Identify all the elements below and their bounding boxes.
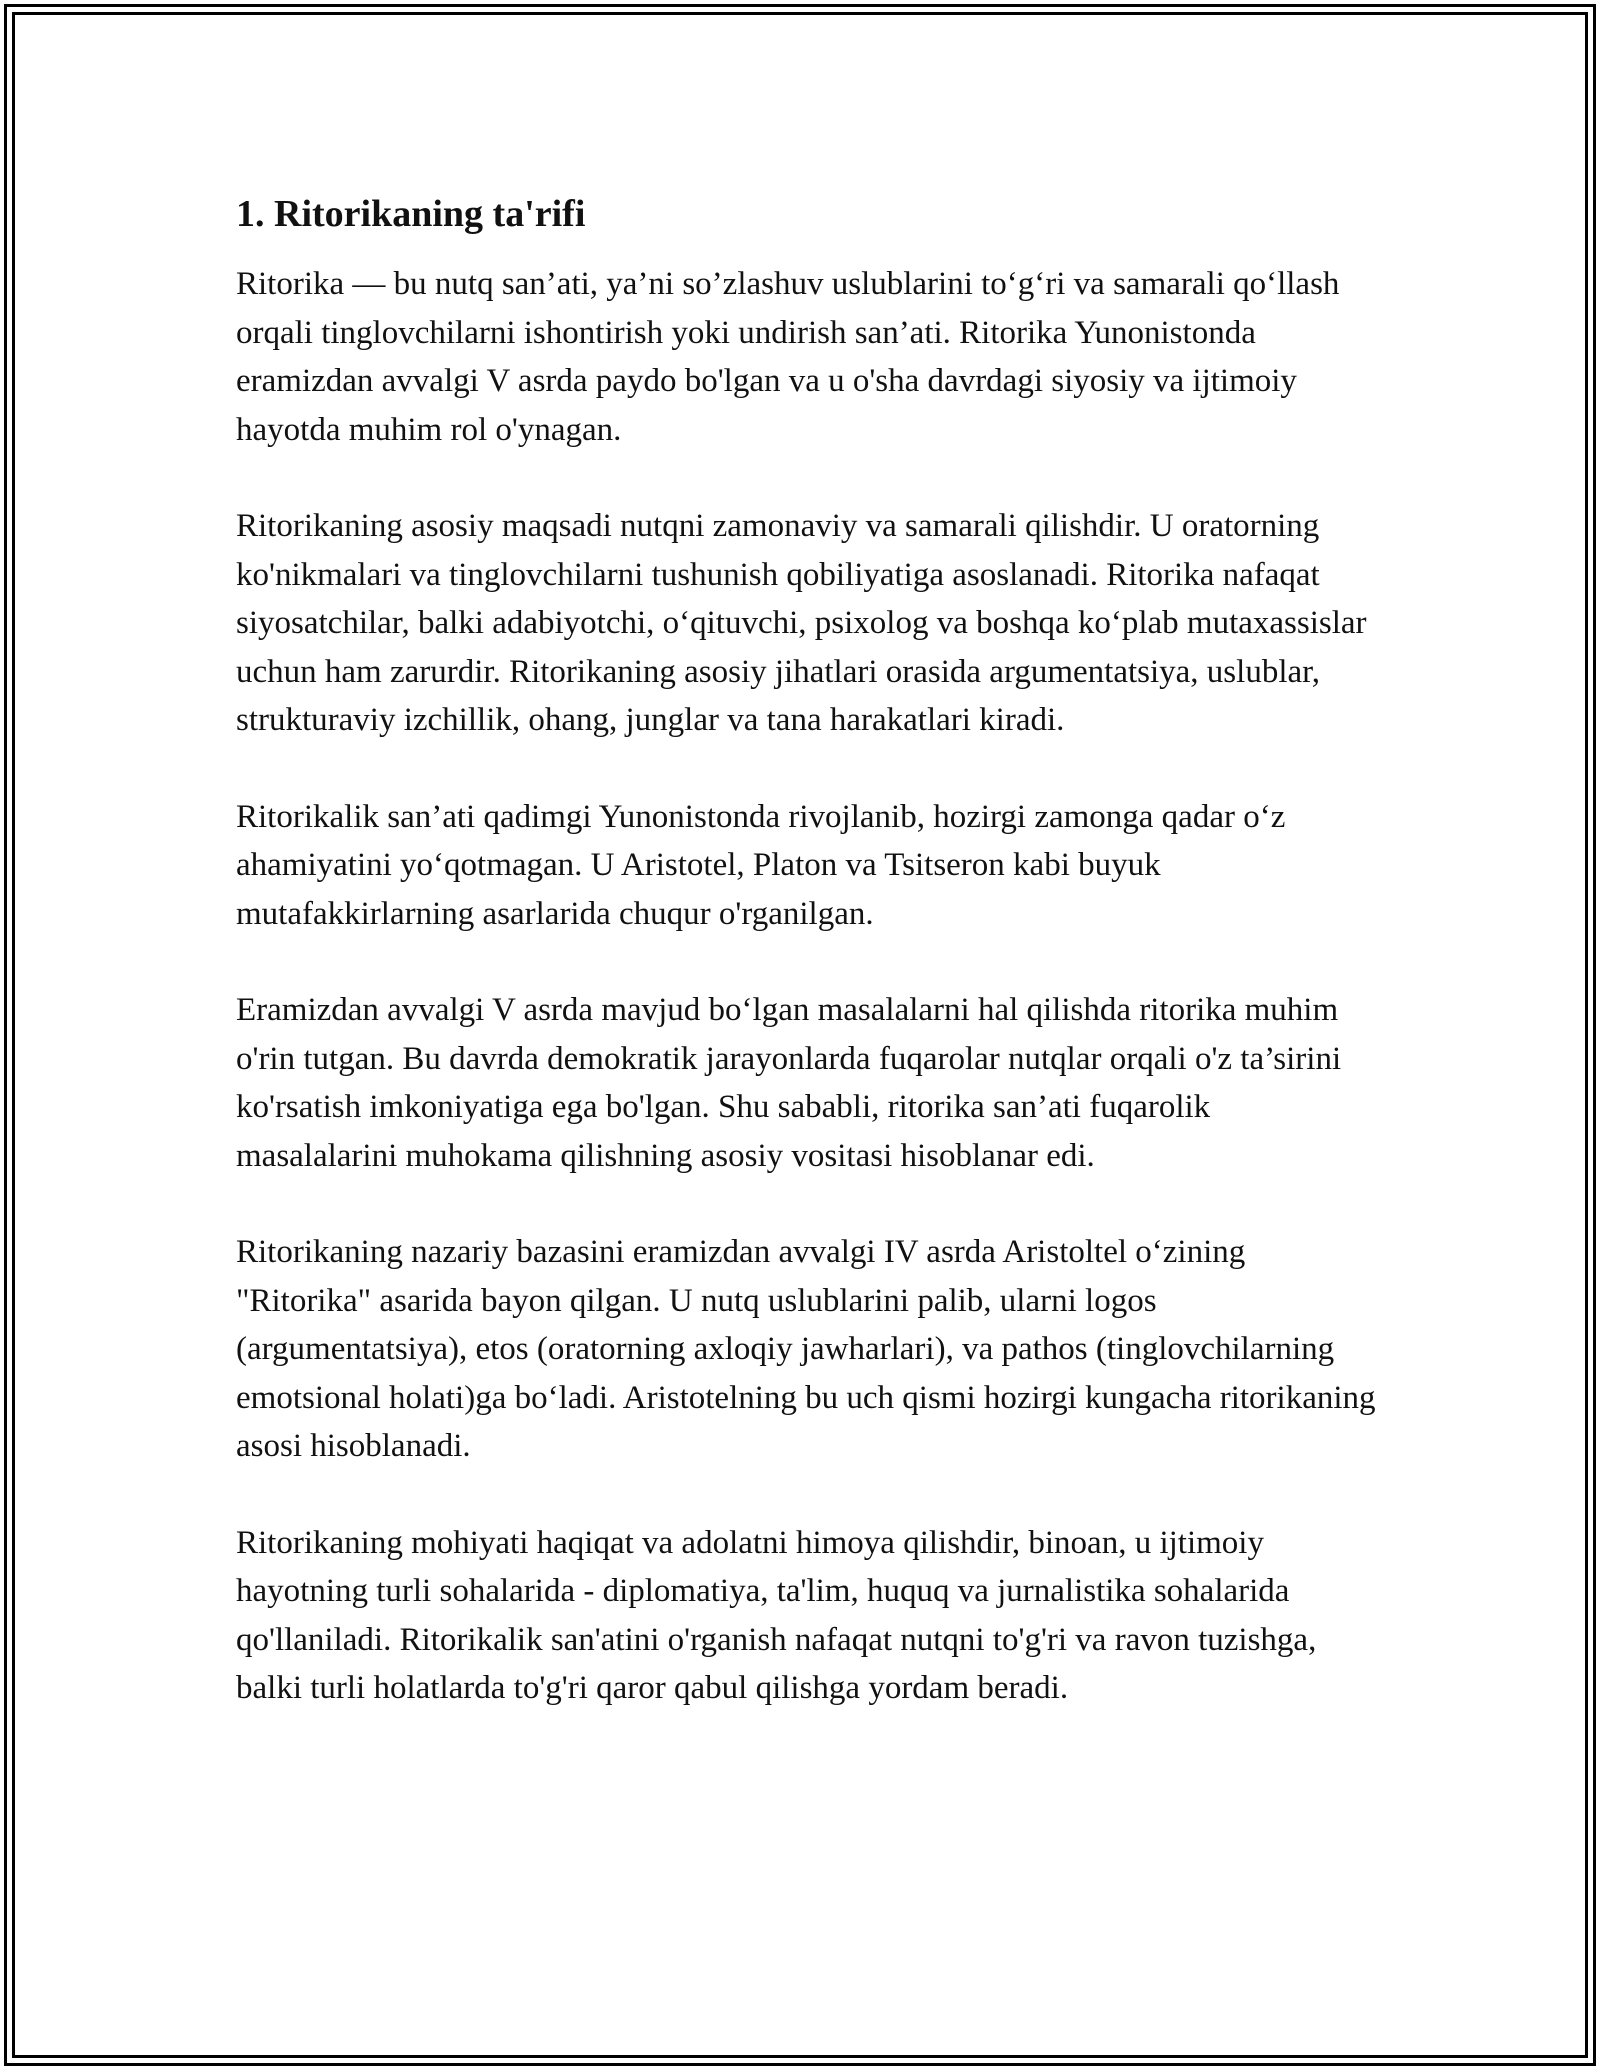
- section-heading: 1. Ritorikaning ta'rifi: [236, 193, 586, 235]
- paragraph-purpose: Ritorikaning asosiy maqsadi nutqni zamonaviy va samarali qilishdir. U oratorning ko'nikmalari va tinglovchilarni tushunish qobiliyatiga asoslanadi. Ritorika nafaqat siyosatchilar, balki adabiyotchi, o‘qituvchi, psixolog va boshqa ko‘plab mutaxassislar uchun ham zarurdir. Ritorikaning asosiy jihatlari orasida argumentatsiya, uslublar, strukturaviy izchillik, ohang, junglar va tana harakatlari kiradi.: [236, 508, 1367, 738]
- paragraph-ancient-role: Eramizdan avvalgi V asrda mavjud bo‘lgan masalalarni hal qilishda ritorika muhim o'rin tutgan. Bu davrda demokratik jarayonlarda fuqarolar nutqlar orqali o'z ta’sirini ko'rsatish imkoniyatiga ega bo'lgan. Shu sababli, ritorika san’ati fuqarolik masalalarini muhokama qilishning asosiy vositasi hisoblanar edi.: [236, 992, 1342, 1174]
- paragraph-aristotle-theory: Ritorikaning nazariy bazasini eramizdan avvalgi IV asrda Aristoltel o‘zining "Ritorika" asarida bayon qilgan. U nutq uslublarini palib, ularni logos (argumentatsiya), etos (oratorning axloqiy jawharlari), va pathos (tinglovchilarning emotsional holati)ga bo‘ladi. Aristotelning bu uch qismi hozirgi kungacha ritorikaning asosi hisoblanadi.: [236, 1234, 1376, 1464]
- document-body: [236, 186, 1376, 1761]
- paragraph-definition: Ritorika — bu nutq san’ati, ya’ni so’zlashuv uslublarini to‘g‘ri va samarali qo‘llash orqali tinglovchilarni ishontirish yoki undirish san’ati. Ritorika Yunonistonda eramizdan avvalgi V asrda paydo bo'lgan va u o'sha davrdagi siyosiy va ijtimoiy hayotda muhim rol o'ynagan.: [236, 266, 1340, 448]
- paragraph-history: Ritorikalik san’ati qadimgi Yunonistonda rivojlanib, hozirgi zamonga qadar o‘z ahamiyatini yo‘qotmagan. U Aristotel, Platon va Tsitseron kabi buyuk mutafakkirlarning asarlarida chuqur o'rganilgan.: [236, 798, 1286, 932]
- paragraph-essence: Ritorikaning mohiyati haqiqat va adolatni himoya qilishdir, binoan, u ijtimoiy hayotning turli sohalarida - diplomatiya, ta'lim, huquq va jurnalistika sohalarida qo'llaniladi. Ritorikalik san'atini o'rganish nafaqat nutqni to'g'ri va ravon tuzishga, balki turli holatlarda to'g'ri qaror qabul qilishga yordam beradi.: [236, 1524, 1317, 1706]
